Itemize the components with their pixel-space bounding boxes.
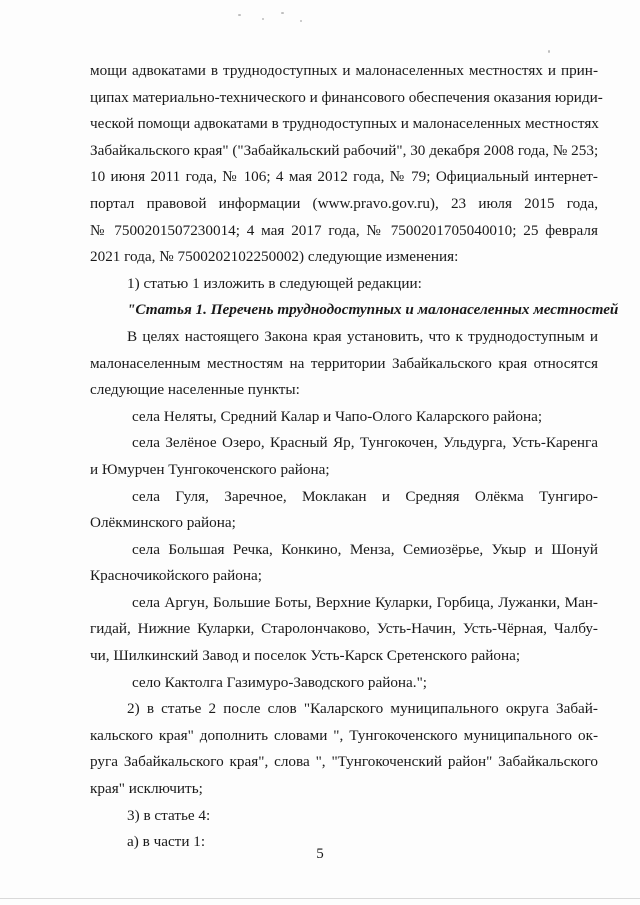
body-line: № 7500201507230014; 4 мая 2017 года, № 7500201705040010; 25 февраля: [90, 221, 598, 239]
body-line: 2021 года, № 7500202102250002) следующие изменения:: [90, 248, 459, 266]
settlement-line: чи, Шилкинский Завод и поселок Усть-Карск Сретенского района;: [90, 647, 521, 665]
body-line: ципах материально-технического и финансового обеспечения оказания юриди-: [90, 88, 603, 106]
body-line: края" исключить;: [90, 780, 203, 798]
body-line: В целях настоящего Закона края установить, что к труднодоступным и: [127, 327, 598, 345]
scan-artifact: [300, 20, 302, 22]
body-line: 10 июня 2011 года, № 106; 4 мая 2012 года, № 79; Официальный интернет-: [90, 168, 598, 186]
page-edge-divider: [0, 898, 640, 899]
page-number: 5: [316, 846, 324, 862]
settlement-line: Олёкминского района;: [90, 514, 236, 532]
body-line: кальского края" дополнить словами ", Тунгокоченского муниципального ок-: [90, 726, 598, 744]
settlement-line: Красночикойского района;: [90, 567, 262, 585]
settlement-line: села Аргун, Большие Боты, Верхние Куларки, Горбица, Лужанки, Ман-: [132, 593, 598, 611]
body-line: портал правовой информации (www.pravo.gov.ru), 23 июля 2015 года,: [90, 194, 598, 212]
sub-item-a: а) в части 1:: [127, 833, 206, 851]
scan-artifact: [238, 14, 241, 16]
scan-artifact: [281, 12, 284, 14]
body-line: Забайкальского края" ("Забайкальский рабочий", 30 декабря 2008 года, № 253;: [90, 141, 599, 159]
body-line: следующие населенные пункты:: [90, 381, 300, 399]
list-item-1: 1) статью 1 изложить в следующей редакции:: [127, 274, 422, 292]
list-item-3: 3) в статье 4:: [127, 806, 211, 824]
settlement-line: гидай, Нижние Куларки, Старолончаково, Усть-Начин, Усть-Чёрная, Чалбу-: [90, 620, 598, 638]
list-item-2: 2) в статье 2 после слов "Каларского муниципального округа Забай-: [127, 700, 598, 718]
body-line: малонаселенным местностям на территории Забайкальского края относятся: [90, 354, 598, 372]
settlement-line: села Большая Речка, Конкино, Менза, Семиозёрье, Укыр и Шонуй: [132, 540, 598, 558]
settlement-line: село Кактолга Газимуро-Заводского района.";: [132, 673, 428, 691]
body-line: руга Забайкальского края", слова ", "Тунгокоченский район" Забайкальского: [90, 753, 598, 771]
settlement-line: села Зелёное Озеро, Красный Яр, Тунгокочен, Ульдурга, Усть-Каренга: [132, 434, 598, 452]
document-body: [90, 58, 619, 856]
body-line: ческой помощи адвокатами в труднодоступных и малонаселенных местностях: [90, 115, 599, 133]
settlement-line: села Гуля, Заречное, Моклакан и Средняя Олёкма Тунгиро-: [132, 487, 598, 505]
scan-artifact: [262, 18, 264, 20]
article-heading: "Статья 1. Перечень труднодоступных и малонаселенных местностей: [127, 301, 619, 319]
settlement-line: села Неляты, Средний Калар и Чапо-Ологo Каларского района;: [132, 407, 543, 425]
scan-artifact: [548, 50, 550, 53]
settlement-line: и Юмурчен Тунгокоченского района;: [90, 460, 330, 478]
body-line: мощи адвокатами в труднодоступных и малонаселенных местностях и прин-: [90, 62, 598, 79]
